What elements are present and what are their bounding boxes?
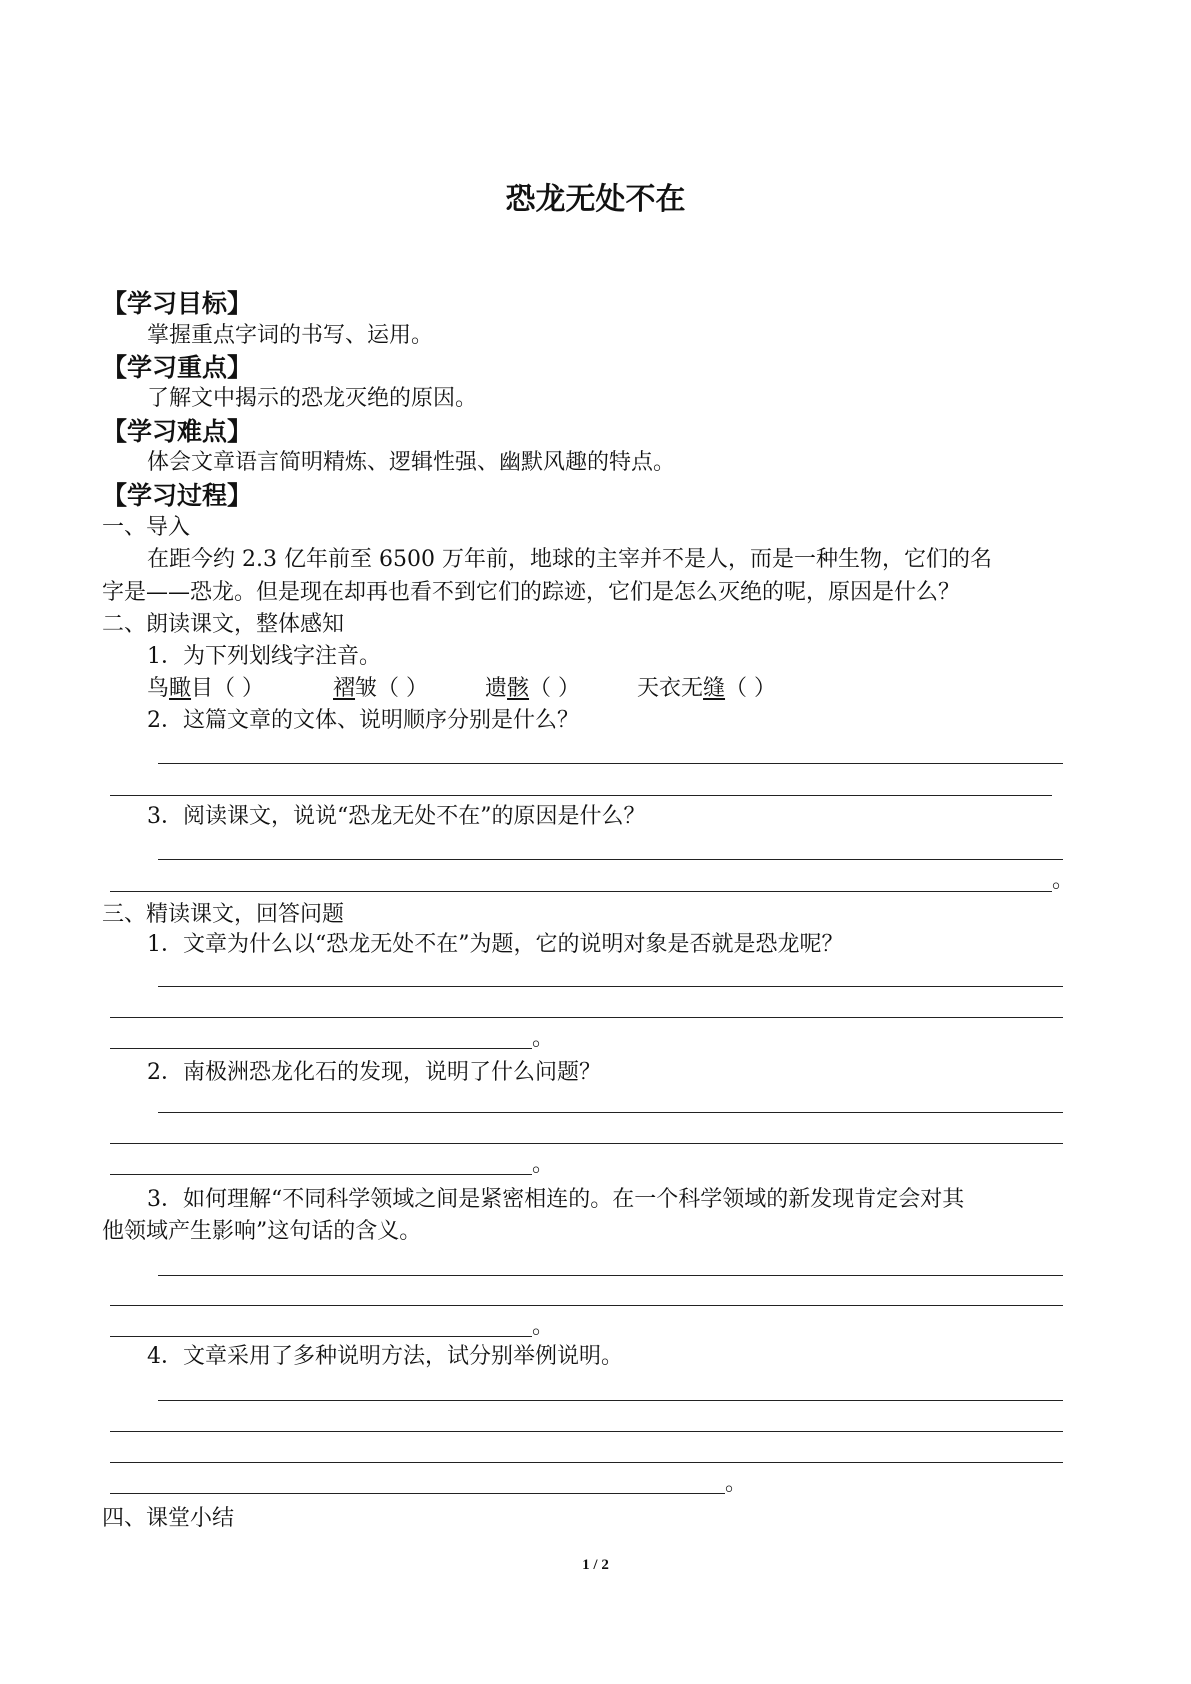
answer-line[interactable]	[110, 1143, 1063, 1144]
process-heading: 【学习过程】	[102, 481, 253, 510]
answer-line[interactable]	[158, 986, 1063, 987]
answer-line[interactable]	[158, 859, 1063, 860]
answer-line[interactable]	[110, 1431, 1063, 1432]
period-mark: 。	[1052, 868, 1075, 893]
period-mark: 。	[725, 1471, 748, 1496]
difficulty-text: 体会文章语言简明精炼、逻辑性强、幽默风趣的特点。	[147, 450, 676, 475]
answer-line[interactable]	[110, 1462, 1063, 1463]
s3-question-4: 4．文章采用了多种说明方法，试分别举例说明。	[147, 1344, 623, 1369]
s3-question-2: 2．南极洲恐龙化石的发现，说明了什么问题？	[147, 1060, 601, 1085]
difficulty-heading: 【学习难点】	[102, 417, 253, 446]
goal-text: 掌握重点字词的书写、运用。	[147, 323, 434, 348]
key-text: 了解文中揭示的恐龙灭绝的原因。	[147, 386, 478, 411]
pinyin-item-1: 鸟瞰目（ ）	[147, 676, 265, 701]
answer-line[interactable]	[110, 1493, 725, 1494]
page-number: 1 / 2	[582, 1557, 609, 1573]
answer-line[interactable]	[110, 1174, 532, 1175]
answer-line[interactable]	[110, 1048, 532, 1049]
answer-line[interactable]	[110, 1017, 1063, 1018]
answer-line[interactable]	[110, 795, 1052, 796]
answer-line[interactable]	[110, 1336, 532, 1337]
pinyin-item-2: 褶皱（ ）	[333, 676, 429, 701]
goal-heading: 【学习目标】	[102, 289, 253, 318]
answer-line[interactable]	[158, 1112, 1063, 1113]
answer-line[interactable]	[158, 1275, 1063, 1276]
answer-line[interactable]	[110, 891, 1052, 892]
s2-question-2: 2．这篇文章的文体、说明顺序分别是什么？	[147, 708, 579, 733]
intro-paragraph-line-2: 字是——恐龙。但是现在却再也看不到它们的踪迹，它们是怎么灭绝的呢，原因是什么？	[102, 580, 961, 605]
s2-question-1: 1．为下列划线字注音。	[147, 644, 381, 669]
key-heading: 【学习重点】	[102, 353, 253, 382]
period-mark: 。	[532, 1314, 555, 1339]
section-2-label: 二、朗读课文，整体感知	[102, 612, 345, 637]
underlined-char: 缝	[703, 676, 726, 701]
pinyin-item-4: 天衣无缝（ ）	[637, 676, 777, 701]
intro-paragraph-line-1: 在距今约 2.3 亿年前至 6500 万年前，地球的主宰并不是人，而是一种生物，它们的名	[147, 547, 992, 572]
underlined-char: 骸	[507, 676, 530, 701]
s3-question-1: 1．文章为什么以“恐龙无处不在”为题，它的说明对象是否就是恐龙呢？	[147, 932, 844, 957]
s3-question-3-line-1: 3．如何理解“不同科学领域之间是紧密相连的。在一个科学领域的新发现肯定会对其	[147, 1187, 965, 1212]
answer-line[interactable]	[158, 763, 1063, 764]
section-4-label: 四、课堂小结	[102, 1506, 235, 1531]
period-mark: 。	[532, 1152, 555, 1177]
s3-question-3-line-2: 他领域产生影响”这句话的含义。	[102, 1219, 422, 1244]
page-title: 恐龙无处不在	[505, 182, 686, 217]
s2-question-3: 3．阅读课文，说说“恐龙无处不在”的原因是什么？	[147, 804, 646, 829]
underlined-char: 褶	[333, 676, 356, 701]
section-3-label: 三、精读课文，回答问题	[102, 902, 345, 927]
section-1-label: 一、导入	[102, 515, 191, 540]
answer-line[interactable]	[110, 1305, 1063, 1306]
underlined-char: 瞰	[169, 676, 192, 701]
period-mark: 。	[532, 1026, 555, 1051]
pinyin-item-3: 遗骸（ ）	[485, 676, 581, 701]
answer-line[interactable]	[158, 1400, 1063, 1401]
